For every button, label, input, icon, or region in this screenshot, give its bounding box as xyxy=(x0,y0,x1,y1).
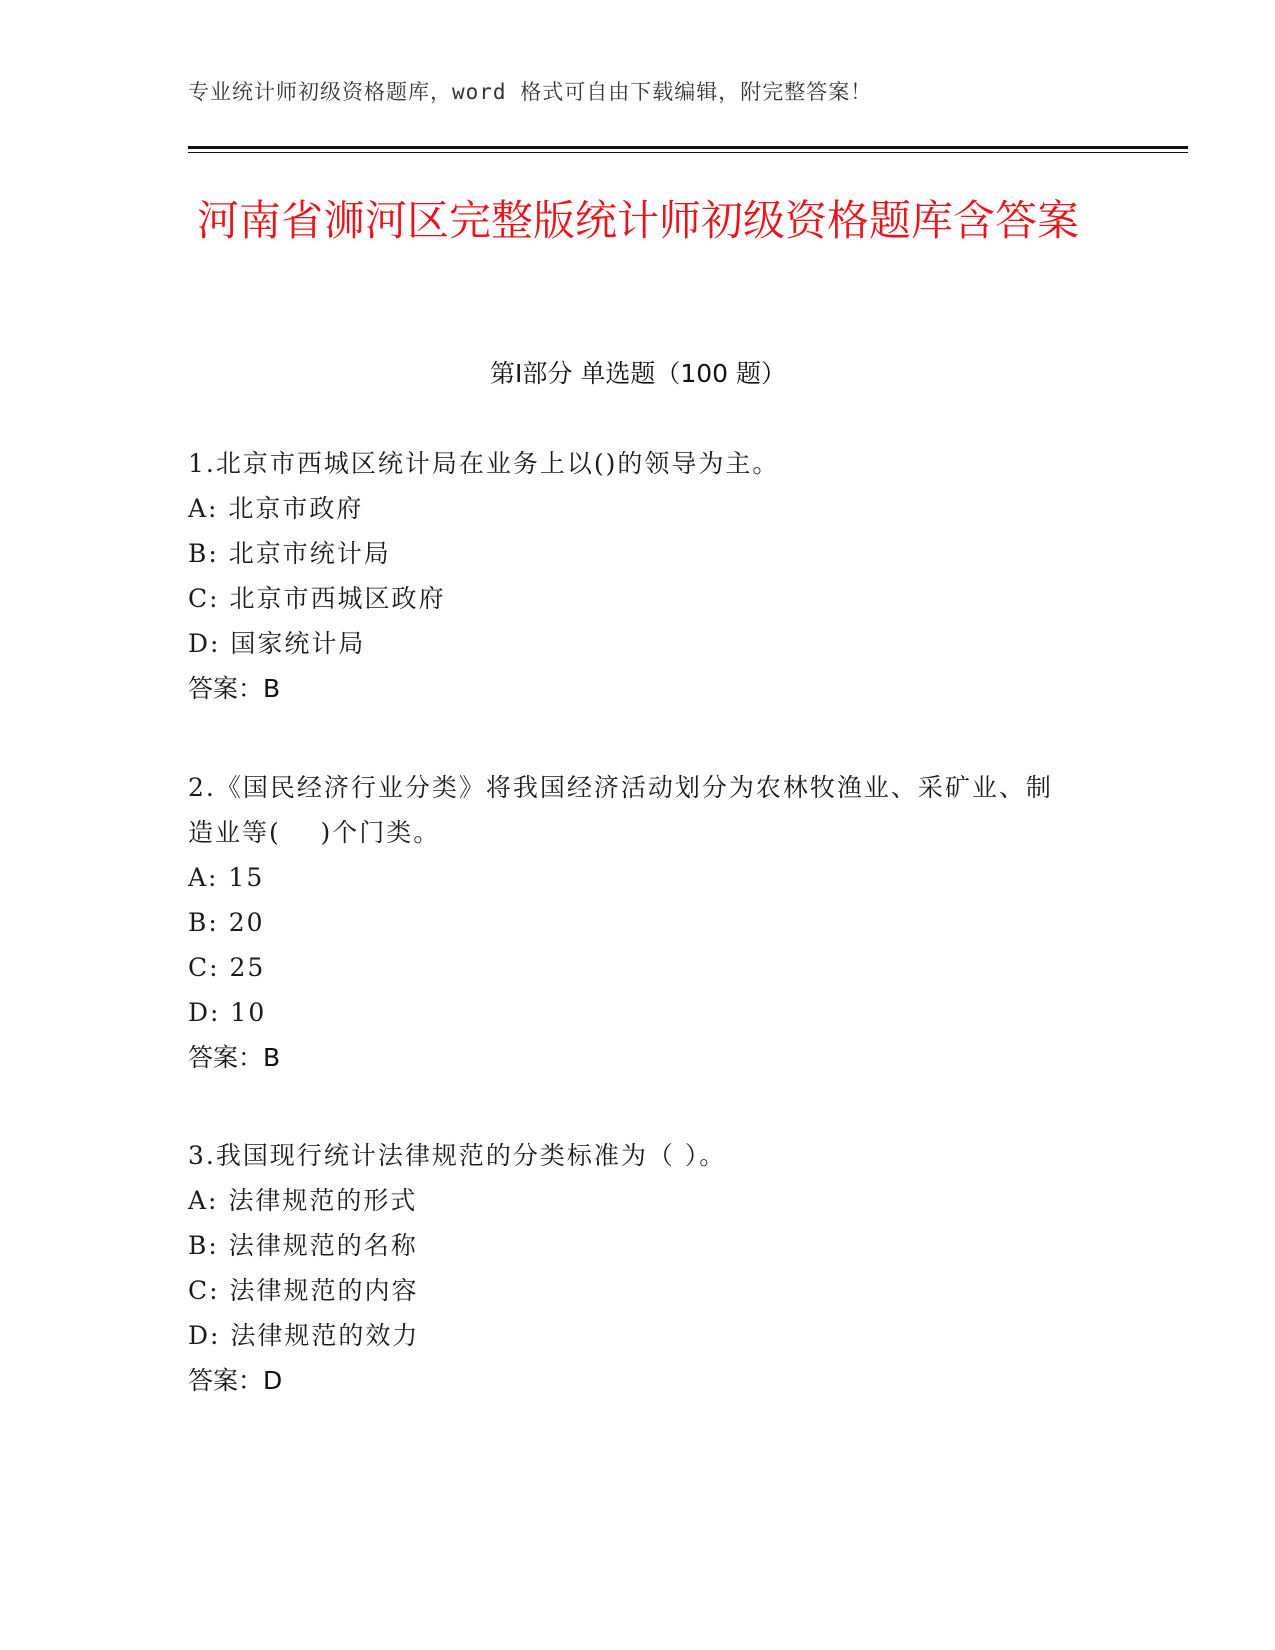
answer-line: 答案：D xyxy=(188,1366,283,1395)
option-a: A: 15 xyxy=(188,863,265,892)
answer-line: 答案：B xyxy=(188,674,281,703)
section-heading: 第Ⅰ部分 单选题（100 题） xyxy=(490,359,786,388)
option-a: A: 北京市政府 xyxy=(188,494,364,523)
option-c: C: 25 xyxy=(188,953,266,982)
option-b: B: 法律规范的名称 xyxy=(188,1231,418,1260)
option-c: C: 法律规范的内容 xyxy=(188,1276,419,1305)
option-d: D: 10 xyxy=(188,998,267,1027)
option-c: C: 北京市西城区政府 xyxy=(188,584,446,613)
question-3 xyxy=(188,1133,1068,1403)
option-b: B: 20 xyxy=(188,908,265,937)
question-1 xyxy=(188,441,1068,711)
answer-line: 答案：B xyxy=(188,1043,281,1072)
document-title: 河南省浉河区完整版统计师初级资格题库含答案 xyxy=(196,196,1079,245)
header-note: 专业统计师初级资格题库，word 格式可自由下载编辑，附完整答案！ xyxy=(188,80,873,104)
option-d: D: 法律规范的效力 xyxy=(188,1321,420,1350)
question-stem: 1.北京市西城区统计局在业务上以()的领导为主。 xyxy=(188,449,780,478)
option-b: B: 北京市统计局 xyxy=(188,539,391,568)
option-d: D: 国家统计局 xyxy=(188,629,366,658)
option-a: A: 法律规范的形式 xyxy=(188,1186,418,1215)
question-stem: 2.《国民经济行业分类》将我国经济活动划分为农林牧渔业、采矿业、制造业等( )个门类。 xyxy=(188,773,1053,847)
question-2 xyxy=(188,765,1068,1080)
question-stem: 3.我国现行统计法律规范的分类标准为（ ）。 xyxy=(188,1141,727,1170)
header-divider-thick xyxy=(188,146,1188,149)
header-divider-thin xyxy=(188,152,1188,153)
